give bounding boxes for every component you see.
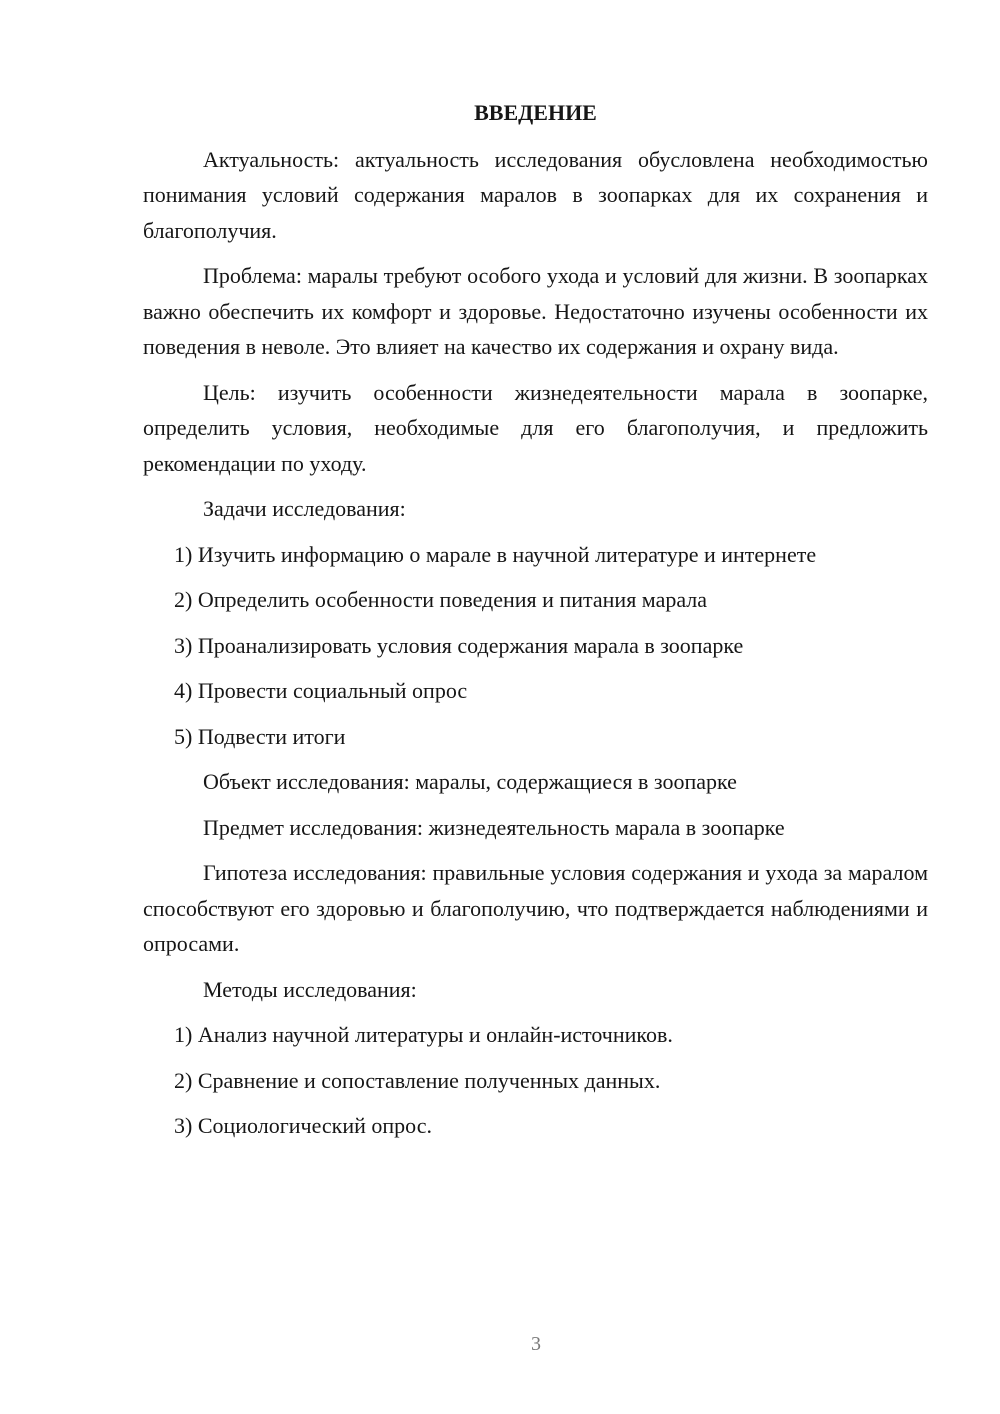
methods-title: Методы исследования: bbox=[203, 976, 417, 1002]
list-item: 2) Определить особенности поведения и питания марала bbox=[174, 587, 708, 612]
problem-paragraph: Проблема: маралы требуют особого ухода и условий для жизни. В зоопарках важно обеспечить их комфорт и здоровье. Недостаточно изучены особенности их поведения в неволе. Это влияет на качество их содержания и охрану вида. bbox=[143, 263, 928, 359]
list-item: 5) Подвести итоги bbox=[174, 723, 346, 749]
goal-paragraph: Цель: изучить особенности жизнедеятельности марала в зоопарке, определить условия, необходимые для его благополучия, и предложить рекомендации по уходу. bbox=[143, 379, 928, 476]
tasks-title: Задачи исследования: bbox=[203, 496, 406, 521]
subject-paragraph: Предмет исследования: жизнедеятельность марала в зоопарке bbox=[203, 814, 785, 840]
document-page bbox=[143, 95, 928, 1154]
methods-list bbox=[143, 1017, 928, 1144]
section-heading: ВВЕДЕНИЕ bbox=[474, 100, 597, 125]
relevance-paragraph: Актуальность: актуальность исследования обусловлена необходимостью понимания условий содержания маралов в зоопарках для их сохранения и благополучия. bbox=[143, 146, 928, 243]
list-item: 2) Сравнение и сопоставление полученных данных. bbox=[174, 1067, 661, 1093]
hypothesis-paragraph: Гипотеза исследования: правильные условия содержания и ухода за маралом способствуют его здоровью и благополучию, что подтверждается наблюдениями и опросами. bbox=[143, 860, 928, 956]
list-item: 1) Анализ научной литературы и онлайн-источников. bbox=[174, 1022, 673, 1047]
page-number: 3 bbox=[531, 1333, 541, 1355]
object-paragraph: Объект исследования: маралы, содержащиеся в зоопарке bbox=[203, 769, 737, 794]
list-item: 1) Изучить информацию о марале в научной литературе и интернете bbox=[174, 541, 817, 567]
list-item: 4) Провести социальный опрос bbox=[174, 678, 468, 703]
list-item: 3) Проанализировать условия содержания марала в зоопарке bbox=[174, 632, 744, 658]
list-item: 3) Социологический опрос. bbox=[174, 1113, 432, 1138]
tasks-list bbox=[143, 537, 928, 755]
